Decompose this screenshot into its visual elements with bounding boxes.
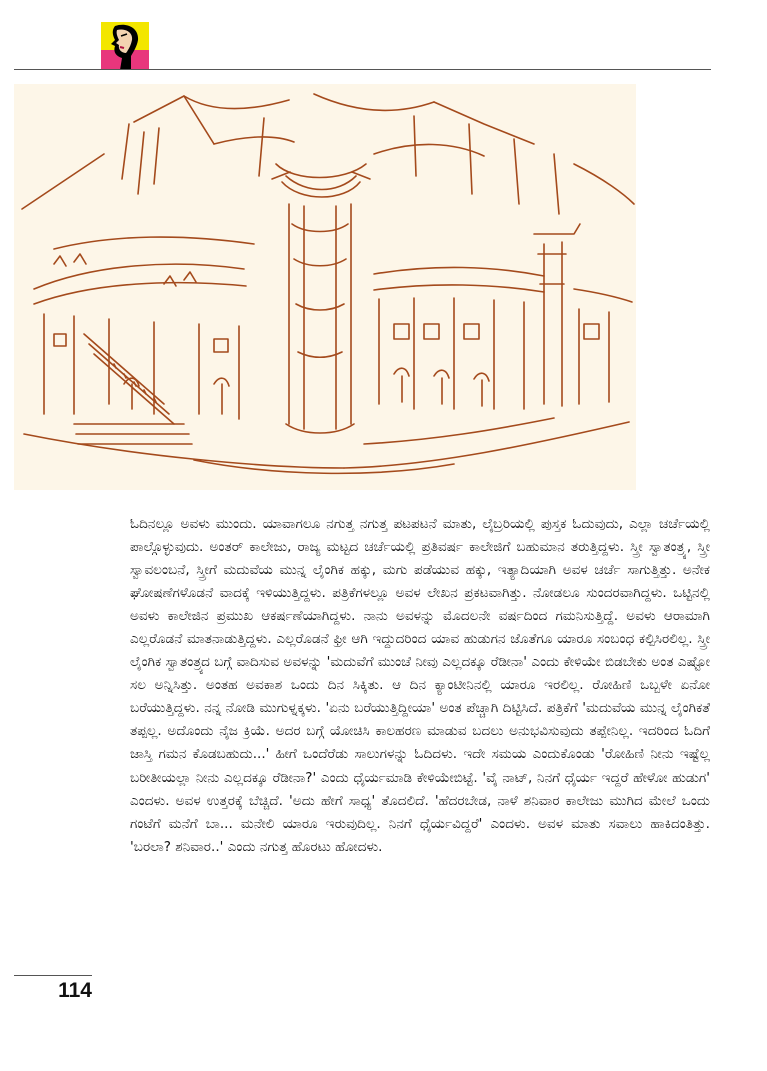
face-profile-logo-icon: [101, 22, 149, 70]
page-number: 114: [58, 979, 92, 1002]
article-body-text: ಓದಿನಲ್ಲೂ ಅವಳು ಮುಂದು. ಯಾವಾಗಲೂ ನಗುತ್ತ ನಗುತ್ತ ಪಟಪಟನೆ ಮಾತು, ಲೈಬ್ರರಿಯಲ್ಲಿ ಪುಸ್ತಕ ಓದುವುದು, ಎಲ್ಲಾ ಚರ್ಚೆಯಲ್ಲಿ ಪಾಲ್ಗೊಳ್ಳುವುದು. ಅಂತರ್ ಕಾಲೇಜು, ರಾಜ್ಯ ಮಟ್ಟದ ಚರ್ಚೆಯಲ್ಲಿ ಪ್ರತಿವರ್ಷ ಕಾಲೇಜಿಗೆ ಬಹುಮಾನ ತರುತ್ತಿದ್ದಳು. ಸ್ತ್ರೀ ಸ್ವಾತಂತ್ರ್ಯ, ಸ್ತ್ರೀ ಸ್ವಾವಲಂಬನೆ, ಸ್ತ್ರೀಗೆ ಮದುವೆಯ ಮುನ್ನ ಲೈಂಗಿಕ ಹಕ್ಕು, ಮಗು ಪಡೆಯುವ ಹಕ್ಕು, ಇತ್ಯಾದಿಯಾಗಿ ಅವಳ ಚರ್ಚೆ ಸಾಗುತ್ತಿತ್ತು. ಅನೇಕ ಘೋಷಣೆಗಳೊಡನೆ ವಾದಕ್ಕೆ ಇಳಿಯುತ್ತಿದ್ದಳು. ಪತ್ರಿಕೆಗಳಲ್ಲೂ ಅವಳ ಲೇಖನ ಪ್ರಕಟವಾಗಿತ್ತು. ನೋಡಲೂ ಸುಂದರವಾಗಿದ್ದಳು. ಒಟ್ಟಿನಲ್ಲಿ ಅವಳು ಕಾಲೇಜಿನ ಪ್ರಮುಖ ಆಕರ್ಷಣೆಯಾಗಿದ್ದಳು. ನಾನು ಅವಳನ್ನು ಮೊದಲನೇ ವರ್ಷದಿಂದ ಗಮನಿಸುತ್ತಿದ್ದೆ. ಅವಳು ಆರಾಮಾಗಿ ಎಲ್ಲರೊಡನೆ ಮಾತನಾಡುತ್ತಿದ್ದಳು. ಎಲ್ಲರೊಡನೆ ಫ್ರೀ ಆಗಿ ಇದ್ದುದರಿಂದ ಯಾವ ಹುಡುಗನ ಜೊತೆಗೂ ಯಾರೂ ಸಂಬಂಧ ಕಲ್ಪಿಸಿರಲಿಲ್ಲ. ಸ್ತ್ರೀ ಲೈಂಗಿಕ ಸ್ವಾತಂತ್ರ್ಯದ ಬಗ್ಗೆ ವಾದಿಸುವ ಅವಳನ್ನು 'ಮದುವೆಗೆ ಮುಂಚೆ ನೀವು ಎಲ್ಲದಕ್ಕೂ ರೆಡೀನಾ' ಎಂದು ಕೇಳಿಯೇ ಬಿಡಬೇಕು ಅಂತ ಎಷ್ಟೋ ಸಲ ಅನ್ನಿಸಿತ್ತು. ಅಂತಹ ಅವಕಾಶ ಒಂದು ದಿನ ಸಿಕ್ಕಿತು. ಆ ದಿನ ಕ್ಯಾಂಟೀನಿನಲ್ಲಿ ಯಾರೂ ಇರಲಿಲ್ಲ. ರೋಹಿಣಿ ಒಬ್ಬಳೇ ಏನೋ ಬರೆಯುತ್ತಿದ್ದಳು. ನನ್ನ ನೋಡಿ ಮುಗುಳ್ನಕ್ಕಳು. 'ಏನು ಬರೆಯುತ್ತಿದ್ದೀಯಾ' ಅಂತ ಪೆಚ್ಚಾಗಿ ದಿಟ್ಟಿಸಿದೆ. ಪತ್ರಿಕೆಗೆ 'ಮದುವೆಯ ಮುನ್ನ ಲೈಂಗಿಕತೆ ತಪ್ಪಲ್ಲ. ಅದೊಂದು ನೈಜ ಕ್ರಿಯೆ. ಅದರ ಬಗ್ಗೆ ಯೋಚಿಸಿ ಕಾಲಹರಣ ಮಾಡುವ ಬದಲು ಅನುಭವಿಸುವುದು ತಪ್ಪೇನಿಲ್ಲ. ಇದರಿಂದ ಓದಿಗೆ ಜಾಸ್ತಿ ಗಮನ ಕೊಡಬಹುದು...' ಹೀಗೆ ಒಂದೆರೆಡು ಸಾಲುಗಳನ್ನು ಓದಿದಳು. ಇದೇ ಸಮಯ ಎಂದುಕೊಂಡು 'ರೋಹಿಣಿ ನೀನು ಇಷ್ಟೆಲ್ಲ ಬರೀತೀಯಲ್ಲಾ ನೀನು ಎಲ್ಲದಕ್ಕೂ ರೆಡೀನಾ?' ಎಂದು ಧೈರ್ಯಮಾಡಿ ಕೇಳಿಯೇಬಿಟ್ಟೆ. 'ವೈ ನಾಟ್, ನಿನಗೆ ಧೈರ್ಯ ಇದ್ದರೆ ಹೇಳೋ ಹುಡುಗ' ಎಂದಳು. ಅವಳ ಉತ್ತರಕ್ಕೆ ಬೆಚ್ಚಿದೆ. 'ಅದು ಹೇಗೆ ಸಾಧ್ಯ' ತೊದಲಿದೆ. 'ಹೆದರಬೇಡ, ನಾಳೆ ಶನಿವಾರ ಕಾಲೇಜು ಮುಗಿದ ಮೇಲೆ ಒಂದು ಗಂಟೆಗೆ ಮನೆಗೆ ಬಾ... ಮನೇಲಿ ಯಾರೂ ಇರುವುದಿಲ್ಲ. ನಿನಗೆ ಧೈರ್ಯವಿದ್ದರೆ' ಎಂದಳು. ಅವಳ ಮಾತು ಸವಾಲು ಹಾಕಿದಂತಿತ್ತು. 'ಬರಲಾ? ಶನಿವಾರ..' ಎಂದು ನಗುತ್ತ ಹೊರಟು ಹೋದಳು.: [130, 516, 710, 855]
mall-interior-line-drawing: [14, 84, 636, 490]
magazine-logo: [101, 22, 149, 70]
footer-divider: [14, 975, 92, 976]
header-divider: [14, 69, 711, 70]
mall-interior-illustration: [14, 84, 636, 490]
